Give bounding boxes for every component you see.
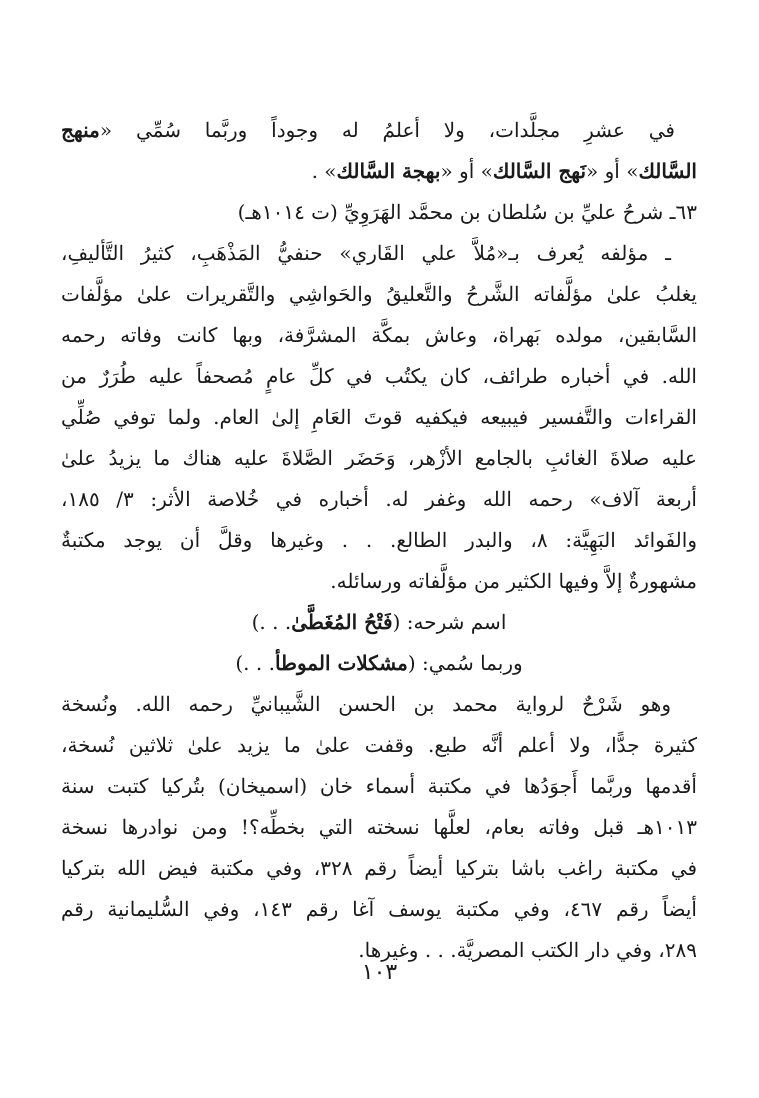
author-line: أربعة آلاف» رحمه الله وغفر له. أخباره في خُلاصة الأثر: ٣/ ١٨٥،	[61, 487, 697, 511]
author-line: يغلبُ علىٰ مؤلَّفاته الشَّرحُ والتَّعليقُ والحَواشِي والتَّقريرات علىٰ مؤلَّفات	[61, 282, 697, 306]
author-line: عليه صلاةَ الغائبِ بالجامع الأزْهر، وَحَضَر الصَّلاةَ عليه هناك ما يزيدُ علىٰ	[61, 446, 697, 470]
title-nahj-salik: نَهج السَّالك	[492, 159, 587, 183]
intro-line-1: في عشرِ مجلَّدات، ولا أعلمُ له وجوداً وربَّما سُمِّي «منهج	[61, 118, 675, 142]
body-line: كثيرة جدًّا، ولا أعلم أنَّه طبع. وقفت علىٰ ما يزيد علىٰ ثلاثين نُسخة،	[61, 733, 697, 757]
body-line: أقدمها وربَّما أَجوَدُها في مكتبة أسماء خان (اسميخان) بتُركيا كتبت سنة	[61, 774, 697, 798]
commentary-name: اسم شرحه: (فَتْحُ المُغَطَّىٰ. . .)	[251, 610, 507, 634]
title-bahjat-salik: بهجة السَّالك	[336, 159, 441, 183]
body-line: أيضاً رقم ٤٦٧، وفي مكتبة يوسف آغا رقم ١٤٣، وفي السُّليمانية رقم	[61, 897, 697, 921]
author-line: السَّابقين، مولده بَهراة، وعاش بمكَّة المشرَّفة، وبها كانت وفاته رحمه	[61, 323, 697, 347]
page-number: ١٠٣	[361, 960, 398, 985]
author-line: الله. في أخباره طرائف، كان يكتُب في كلِّ عامٍ مُصحفاً عليه طُرَرٌ من	[61, 364, 697, 388]
commentary-title: فَتْحُ المُغَطَّىٰ	[291, 610, 393, 634]
body-line: ١٠١٣هـ قبل وفاته بعام، لعلَّها نسخته التي بخطِّه؟! ومن نوادرها نسخة	[61, 815, 697, 839]
commentary-alt-title: مشكلات الموطأ	[274, 651, 408, 675]
intro-line-2: السَّالك» أو «نَهج السَّالك» أو «بهجة السَّالك» .	[311, 159, 697, 183]
page-body	[61, 110, 697, 971]
entry-heading: ٦٣ـ شرحُ عليِّ بن سُلطان بن محمَّد الهَرَوِيِّ (ت ١٠١٤هـ)	[237, 200, 697, 224]
author-line: القراءات والتَّفسير فيبيعه فيكفيه قوتَ العَامِ إلىٰ العام. ولما توفي صُلِّي	[61, 405, 697, 429]
title-manhaj: منهج	[61, 118, 100, 142]
body-line: وهو شَرْحٌ لرواية محمد بن الحسن الشَّيبانيِّ رحمه الله. ونُسخة	[61, 692, 671, 716]
author-line: ـ مؤلفه يُعرف بـ«مُلاَّ علي القَاري» حنفيُّ المَذْهَبِ، كثيرُ التَّأليفِ،	[61, 241, 671, 265]
body-line: في مكتبة راغب باشا بتركيا أيضاً رقم ٣٢٨، وفي مكتبة فيض الله بتركيا	[61, 856, 697, 880]
body-line: ٢٨٩، وفي دار الكتب المصريَّة. . . وغيرها.	[358, 938, 697, 962]
author-line: والفَوائد البَهِيَّة: ٨، والبدر الطالع. . . وغيرها وقلَّ أن يوجد مكتبةٌ	[61, 528, 697, 552]
commentary-alt-name: وربما سُمي: (مشكلات الموطأ. . .)	[235, 651, 523, 675]
title-salik: السَّالك	[638, 159, 697, 183]
author-line: مشهورةٌ إلاَّ وفيها الكثير من مؤلَّفاته ورسائله.	[330, 569, 697, 593]
